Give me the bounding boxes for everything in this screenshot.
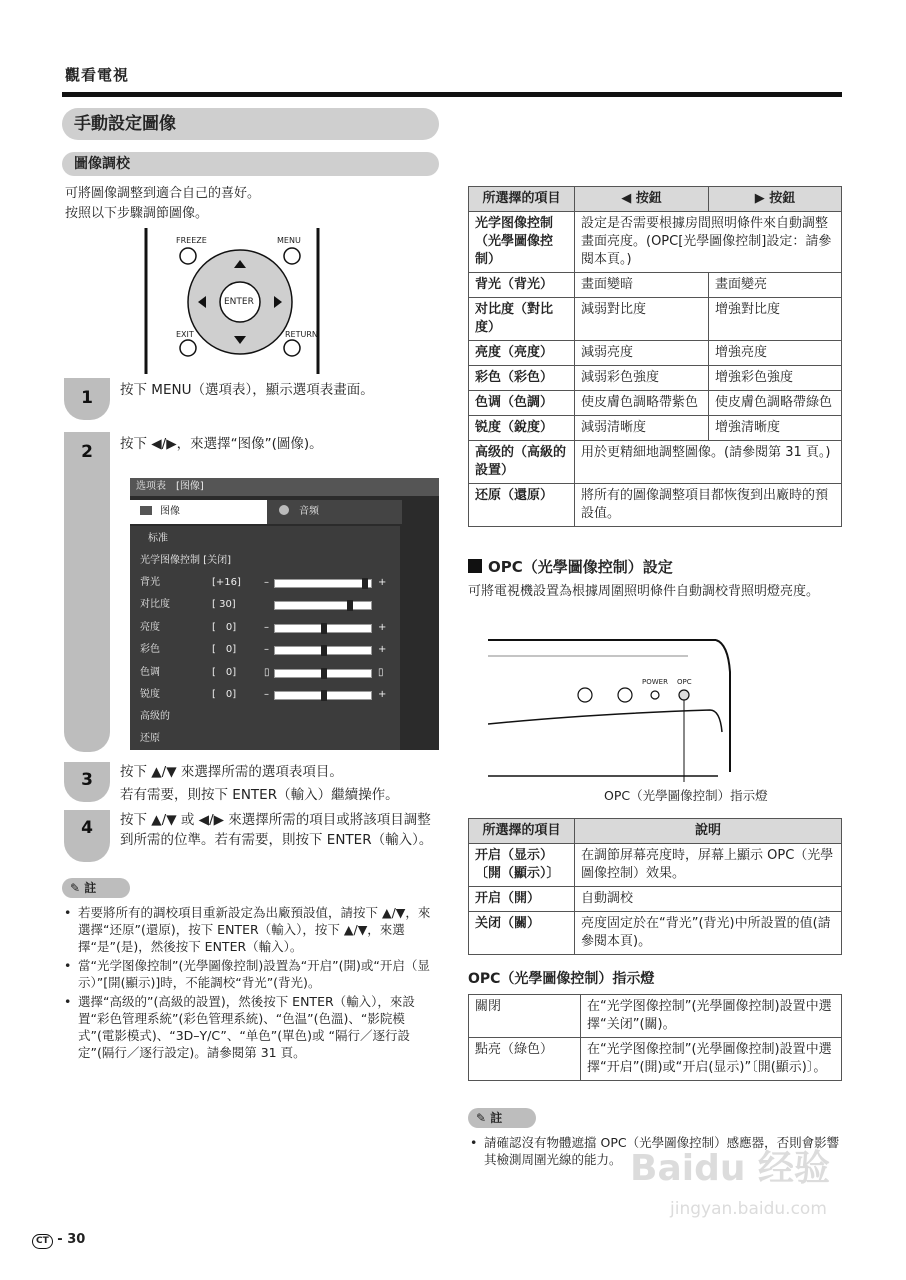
table-row bbox=[469, 366, 842, 391]
table-cell-desc: 設定是否需要根據房間照明條件來自動調整畫面亮度。(OPC[光學圖像控制]設定：請參閱本頁。) bbox=[575, 212, 842, 273]
table-row bbox=[469, 391, 842, 416]
table1-header-right: ▶ 按鈕 bbox=[709, 187, 842, 212]
note-badge-right bbox=[468, 1108, 536, 1128]
osd-row[interactable] bbox=[140, 574, 400, 592]
pencil-icon: ✎ bbox=[70, 881, 85, 895]
table-cell-right: 增強彩色強度 bbox=[709, 366, 842, 391]
step-1-text: 按下 MENU（選項表），顯示選項表畫面。 bbox=[120, 382, 374, 398]
osd-row-plus: ▯ bbox=[378, 666, 384, 678]
table-cell-item: 开启（显示）〔開（顯示）〕 bbox=[469, 844, 575, 887]
osd-row-minus: – bbox=[264, 577, 269, 588]
table-cell-left: 減弱清晰度 bbox=[575, 416, 709, 441]
step-4-text: 按下 ▲/▼ 或 ◀/▶ 來選擇所需的項目或將該項目調整到所需的位準。若有需要，則按下 ENTER（輸入）。 bbox=[120, 812, 433, 848]
table-cell-state: 點亮（綠色） bbox=[469, 1038, 581, 1081]
osd-row-value: [ 0] bbox=[212, 666, 237, 678]
osd-row[interactable] bbox=[140, 619, 400, 637]
osd-row-label: 对比度 bbox=[140, 599, 170, 611]
osd-row-value: [+16] bbox=[212, 577, 241, 588]
opc-heading bbox=[468, 556, 673, 577]
table-row bbox=[469, 298, 842, 341]
osd-slider[interactable] bbox=[274, 691, 372, 700]
watermark-url: jingyan.baidu.com bbox=[670, 1199, 827, 1219]
osd-row-value: [ 0] bbox=[212, 621, 237, 633]
step-3-line-1: 按下 ▲/▼ 來選擇所需的選項表項目。 bbox=[120, 764, 343, 780]
table-row bbox=[469, 887, 842, 912]
osd-row-label: 锐度 bbox=[140, 689, 160, 700]
note-item: • 當“光学图像控制”(光學圖像控制)設置為“开启”(開)或“开启（显示）”[開(顯示)]時，不能調校“背光”(背光)。 bbox=[64, 957, 440, 991]
intro-text bbox=[65, 184, 260, 224]
table-cell-right: 增強清晰度 bbox=[709, 416, 842, 441]
page-title: 手動設定圖像 bbox=[62, 108, 439, 140]
table-cell-item: 光学图像控制（光學圖像控制） bbox=[469, 212, 575, 273]
page-number bbox=[32, 1232, 85, 1249]
baidu-watermark bbox=[630, 1140, 870, 1250]
osd-opc-row[interactable]: 光学图像控制 [关闭] bbox=[140, 555, 231, 566]
osd-row-label: 亮度 bbox=[140, 621, 160, 633]
section-subtitle: 圖像調校 bbox=[62, 152, 439, 176]
opc-description: 可將電視機設置為根據周圍照明條件自動調校背照明燈亮度。 bbox=[468, 584, 820, 599]
osd-row[interactable] bbox=[140, 686, 400, 704]
intro-line-1: 可將圖像調整到適合自己的喜好。 bbox=[65, 186, 261, 201]
table-cell-left: 使皮膚色調略帶紫色 bbox=[575, 391, 709, 416]
osd-slider[interactable] bbox=[274, 646, 372, 655]
step-3-number: 3 bbox=[81, 770, 93, 790]
table-cell-desc: 用於更精細地調整圖像。(請參閱第 31 頁。) bbox=[575, 441, 842, 484]
table-row bbox=[469, 995, 842, 1038]
opc-settings-table bbox=[468, 818, 842, 955]
table-cell-item: 对比度（對比度） bbox=[469, 298, 575, 341]
osd-row-value: [ 0] bbox=[212, 644, 237, 656]
table-cell-right: 增強亮度 bbox=[709, 341, 842, 366]
osd-slider[interactable] bbox=[274, 579, 372, 588]
square-bullet bbox=[468, 559, 482, 573]
exit-label: EXIT bbox=[176, 330, 194, 339]
table1-body bbox=[469, 212, 842, 527]
osd-row-plus: + bbox=[378, 621, 387, 633]
picture-icon bbox=[140, 506, 152, 515]
osd-panel bbox=[130, 526, 400, 750]
opc-heading-text: OPC（光學圖像控制）設定 bbox=[488, 558, 673, 576]
osd-slider[interactable] bbox=[274, 669, 372, 678]
table-cell-item: 亮度（亮度） bbox=[469, 341, 575, 366]
osd-tab-picture[interactable] bbox=[130, 500, 267, 524]
osd-reset[interactable]: 还原 bbox=[140, 733, 160, 744]
osd-title: 选项表 [图像] bbox=[130, 478, 439, 496]
watermark-brand: Baidu 经验 bbox=[630, 1148, 831, 1189]
osd-row-minus: – bbox=[264, 621, 269, 633]
return-label: RETURN bbox=[285, 330, 318, 339]
step-2-number: 2 bbox=[81, 442, 93, 462]
table-cell-left: 減弱對比度 bbox=[575, 298, 709, 341]
note-badge-left bbox=[62, 878, 130, 898]
osd-row-minus: ▯ bbox=[264, 666, 270, 678]
table-row bbox=[469, 341, 842, 366]
table-cell-item: 背光（背光） bbox=[469, 273, 575, 298]
osd-tab-audio[interactable] bbox=[267, 500, 402, 524]
osd-slider-thumb[interactable] bbox=[321, 623, 327, 634]
table-cell-desc: 在“光学图像控制”(光學圖像控制)設置中選擇“关闭”(關)。 bbox=[581, 995, 842, 1038]
osd-row-value: [ 0] bbox=[212, 689, 237, 700]
osd-row-label: 背光 bbox=[140, 577, 160, 588]
table-cell-item: 彩色（彩色） bbox=[469, 366, 575, 391]
osd-row[interactable] bbox=[140, 664, 400, 682]
table2-body bbox=[469, 844, 842, 955]
indicator-heading: OPC（光學圖像控制）指示燈 bbox=[468, 971, 655, 987]
table1-header-item: 所選擇的項目 bbox=[469, 187, 575, 212]
table-cell-item: 开启（開） bbox=[469, 887, 575, 912]
note-badge-left-label: 註 bbox=[84, 881, 97, 895]
region-badge: CT bbox=[32, 1234, 53, 1249]
table-cell-right: 畫面變亮 bbox=[709, 273, 842, 298]
osd-row-plus: + bbox=[378, 644, 387, 656]
table-cell-desc: 亮度固定於在“背光”(背光)中所設置的值(請參閱本頁)。 bbox=[575, 912, 842, 955]
indicator-table bbox=[468, 994, 842, 1081]
intro-line-2: 按照以下步驟調節圖像。 bbox=[65, 206, 209, 221]
step-4-number: 4 bbox=[81, 818, 93, 838]
section-header: 觀看電視 bbox=[65, 66, 130, 84]
note-item: • 請確認沒有物體遮擋 OPC（光學圖像控制）感應器，否則會影響其檢測周圍光線的能力。 bbox=[470, 1134, 842, 1168]
table3-body bbox=[469, 995, 842, 1081]
osd-row-minus: – bbox=[264, 689, 269, 700]
page-number-text: - 30 bbox=[57, 1232, 86, 1247]
enter-label: ENTER bbox=[224, 297, 254, 307]
adjust-items-table bbox=[468, 186, 842, 527]
freeze-label: FREEZE bbox=[176, 236, 207, 245]
osd-slider-thumb[interactable] bbox=[362, 578, 368, 589]
osd-row-plus: + bbox=[378, 689, 387, 700]
opc-caption: OPC（光學圖像控制）指示燈 bbox=[604, 788, 768, 803]
osd-row-value: [ 30] bbox=[212, 599, 236, 611]
table-cell-desc: 在調節屏幕亮度時，屏幕上顯示 OPC（光學圖像控制）效果。 bbox=[575, 844, 842, 887]
table-cell-left: 減弱彩色強度 bbox=[575, 366, 709, 391]
opc-led-label: OPC bbox=[677, 678, 692, 686]
step-2-text: 按下 ◀/▶，來選擇“图像”(圖像)。 bbox=[120, 436, 323, 452]
table-cell-state: 關閉 bbox=[469, 995, 581, 1038]
table-cell-right: 增強對比度 bbox=[709, 298, 842, 341]
osd-advanced[interactable]: 高级的 bbox=[140, 711, 170, 722]
power-label: POWER bbox=[642, 678, 668, 686]
osd-slider-thumb[interactable] bbox=[321, 668, 327, 679]
table-cell-item: 还原（還原） bbox=[469, 484, 575, 527]
step-2-bar bbox=[64, 432, 110, 752]
table-cell-desc: 將所有的圖像調整項目都恢復到出廠時的預設值。 bbox=[575, 484, 842, 527]
table2-header-desc: 說明 bbox=[575, 819, 842, 844]
table2-header-item: 所選擇的項目 bbox=[469, 819, 575, 844]
osd-tab-audio-label: 音频 bbox=[299, 506, 319, 517]
table-row bbox=[469, 441, 842, 484]
menu-label: MENU bbox=[277, 236, 301, 245]
step-3-text bbox=[120, 762, 450, 805]
osd-row-label: 色调 bbox=[140, 666, 160, 678]
table-cell-desc: 自動調校 bbox=[575, 887, 842, 912]
osd-mode: 标准 bbox=[148, 533, 168, 544]
osd-row[interactable] bbox=[140, 596, 400, 614]
note-item: • 選擇“高级的”(高級的設置)，然後按下 ENTER（輸入），來設置“彩色管理系統”(彩色管理系統)、“色温”(色溫)、“影院模式”(電影模式)、“3D–Y/C”、“单色”(單色)或 “隔行／逐行設定”(隔行／逐行設定)。請參閱第 31 頁。 bbox=[64, 993, 440, 1061]
table-row bbox=[469, 484, 842, 527]
table-row bbox=[469, 416, 842, 441]
speaker-icon bbox=[279, 505, 289, 515]
osd-row[interactable] bbox=[140, 641, 400, 659]
step-3-line-2: 若有需要，則按下 ENTER（輸入）繼續操作。 bbox=[120, 787, 399, 803]
osd-tab-picture-label: 图像 bbox=[160, 506, 180, 517]
table-cell-desc: 在“光学图像控制”(光學圖像控制)設置中選擇“开启”(開)或“开启(显示)”〔開(顯示)〕。 bbox=[581, 1038, 842, 1081]
osd-slider-thumb[interactable] bbox=[321, 645, 327, 656]
osd-slider-thumb[interactable] bbox=[321, 690, 327, 701]
table-cell-right: 使皮膚色調略帶綠色 bbox=[709, 391, 842, 416]
osd-row-plus: + bbox=[378, 577, 387, 588]
table-cell-left: 畫面變暗 bbox=[575, 273, 709, 298]
notes-left bbox=[64, 904, 440, 1063]
osd-menu bbox=[130, 478, 439, 750]
note-badge-right-label: 註 bbox=[490, 1111, 503, 1125]
table-row bbox=[469, 212, 842, 273]
tv-illustration bbox=[488, 632, 738, 782]
step-1-number: 1 bbox=[81, 388, 93, 408]
osd-slider[interactable] bbox=[274, 601, 372, 610]
osd-row-label: 彩色 bbox=[140, 644, 160, 656]
table-cell-item: 锐度（銳度） bbox=[469, 416, 575, 441]
table-row bbox=[469, 1038, 842, 1081]
osd-slider[interactable] bbox=[274, 624, 372, 633]
table-cell-item: 关闭（關） bbox=[469, 912, 575, 955]
osd-tabs bbox=[130, 500, 439, 524]
table-row bbox=[469, 844, 842, 887]
table-cell-item: 色调（色調） bbox=[469, 391, 575, 416]
table-row bbox=[469, 273, 842, 298]
header-rule bbox=[62, 92, 842, 97]
table-row bbox=[469, 912, 842, 955]
note-item: • 若要將所有的調校項目重新設定為出廠預設值，請按下 ▲/▼，來選擇“还原”(還原)，按下 ENTER（輸入），按下 ▲/▼，來選擇“是”(是)，然後按下 ENTER（輸入）。 bbox=[64, 904, 440, 955]
table-cell-item: 高级的（高級的設置） bbox=[469, 441, 575, 484]
pencil-icon: ✎ bbox=[476, 1111, 491, 1125]
table1-header-left: ◀ 按鈕 bbox=[575, 187, 709, 212]
osd-row-minus: – bbox=[264, 644, 269, 656]
remote-illustration bbox=[140, 228, 340, 374]
osd-slider-thumb[interactable] bbox=[347, 600, 353, 611]
table-cell-left: 減弱亮度 bbox=[575, 341, 709, 366]
